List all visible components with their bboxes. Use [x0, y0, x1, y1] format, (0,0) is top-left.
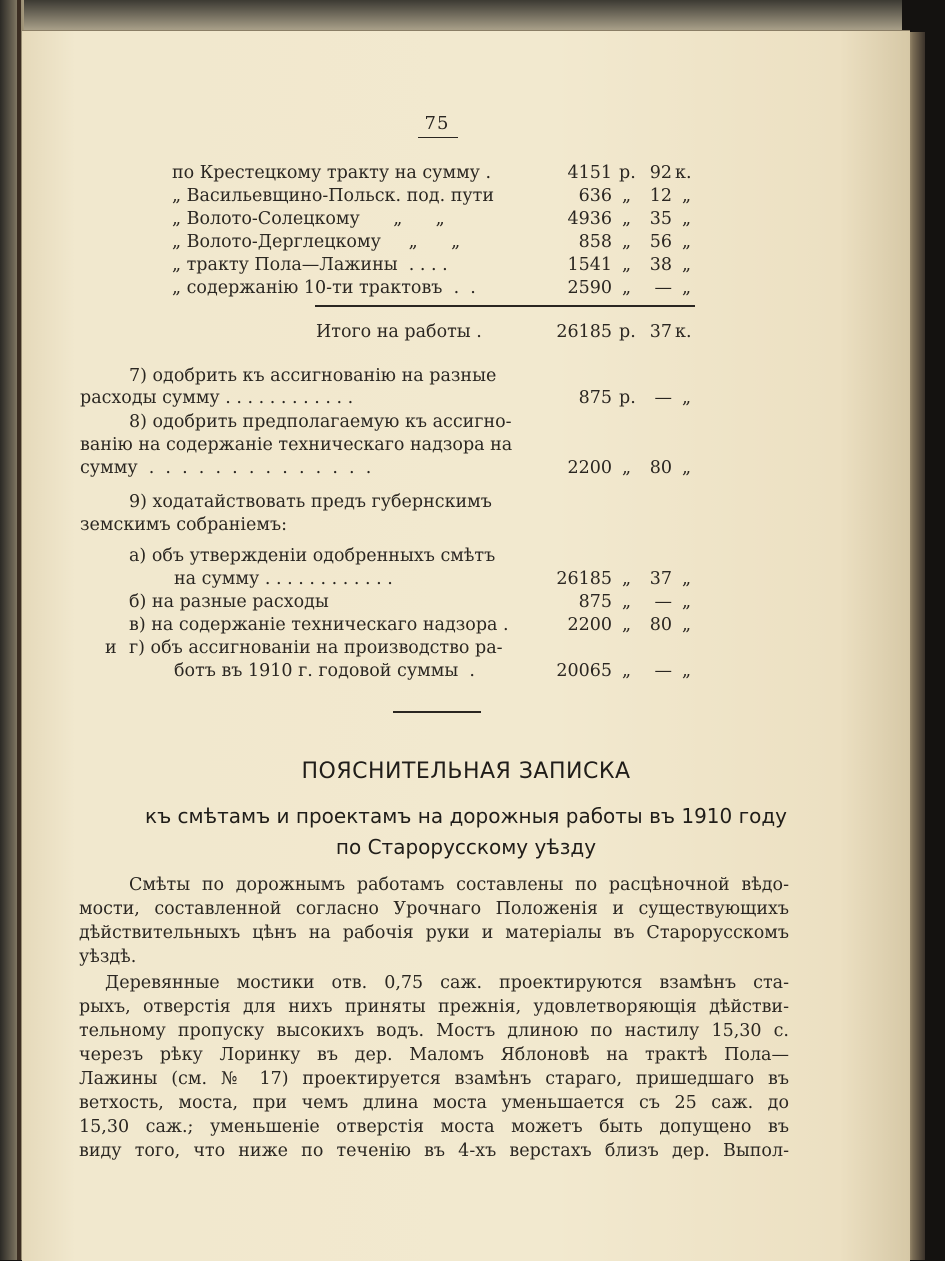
road-label: по Крестецкому тракту на сумму .	[172, 163, 492, 183]
item-8-kopecks: 80	[649, 458, 672, 478]
item-9-line-1: 9) ходатайствовать предъ губернскимъ	[129, 492, 492, 512]
road-unit: р.	[619, 163, 636, 183]
road-end: „	[682, 209, 692, 229]
book-page	[22, 30, 910, 1261]
sub-item-g-line-2: ботъ въ 1910 г. годовой суммы .	[174, 661, 475, 681]
road-amount: 1541	[567, 255, 612, 275]
road-unit: „	[622, 255, 632, 275]
item-7-amount: 875	[578, 388, 612, 408]
book-spine	[17, 0, 21, 1260]
body-line: тельному пропуску высокихъ водъ. Мостъ длиною по настилу 15,30 с.	[79, 1021, 789, 1041]
road-kopecks: 56	[649, 232, 672, 252]
road-label: „ Волото-Солецкому „ „	[172, 209, 445, 229]
road-kopecks: 35	[649, 209, 672, 229]
road-kopecks: 12	[649, 186, 672, 206]
scan-top-strip	[22, 0, 902, 30]
total-amount: 26185	[556, 322, 612, 342]
road-end: „	[682, 232, 692, 252]
sub-item-g-unit: „	[622, 661, 632, 681]
section-subtitle-line-2: по Старорусскому уѣзду	[335, 835, 597, 859]
road-kopecks: —	[654, 278, 672, 298]
body-line: мости, составленной согласно Урочнаго Положенія и существующихъ	[79, 899, 789, 919]
item-8-line-1: 8) одобрить предполагаемую къ ассигно-	[129, 412, 512, 432]
road-kopecks: 38	[649, 255, 672, 275]
item-8-unit: „	[622, 458, 632, 478]
total-end: к.	[675, 322, 692, 342]
total-rule	[315, 305, 695, 307]
sub-item-v-kopecks: 80	[649, 615, 672, 635]
road-end: „	[682, 255, 692, 275]
road-unit: „	[622, 186, 632, 206]
road-amount: 636	[578, 186, 612, 206]
road-kopecks: 92	[649, 163, 672, 183]
sub-item-g-prefix: и	[105, 638, 117, 658]
item-8-line-3: сумму . . . . . . . . . . . . . .	[80, 458, 372, 478]
item-7-unit: р.	[619, 388, 636, 408]
sub-item-b-end: „	[682, 592, 692, 612]
sub-item-b-amount: 875	[578, 592, 612, 612]
sub-item-g-kopecks: —	[654, 661, 672, 681]
sub-item-v-amount: 2200	[567, 615, 612, 635]
road-end: к.	[675, 163, 692, 183]
item-7-line-2: расходы сумму . . . . . . . . . . . .	[80, 388, 354, 408]
road-unit: „	[622, 278, 632, 298]
item-9-line-2: земскимъ собраніемъ:	[80, 515, 287, 535]
sub-item-g-end: „	[682, 661, 692, 681]
total-label: Итого на работы .	[316, 322, 482, 342]
body-line: 15,30 саж.; уменьшеніе отверстія моста можетъ быть допущено въ	[79, 1117, 789, 1137]
sub-item-g-line-1: г) объ ассигнованіи на производство ра-	[129, 638, 503, 658]
road-label: „ Волото-Дерглецкому „ „	[172, 232, 461, 252]
sub-item-g-amount: 20065	[556, 661, 612, 681]
total-kopecks: 37	[649, 322, 672, 342]
sub-item-a-amount: 26185	[556, 569, 612, 589]
section-subtitle-line-1: къ смѣтамъ и проектамъ на дорожныя работы въ 1910 году	[144, 804, 788, 828]
item-7-end: „	[682, 388, 692, 408]
page-number-underline	[418, 137, 458, 138]
section-separator	[393, 711, 481, 713]
sub-item-v-unit: „	[622, 615, 632, 635]
body-line: виду того, что ниже по теченію въ 4-хъ верстахъ близъ дер. Выпол-	[79, 1141, 789, 1161]
body-line: ветхость, моста, при чемъ длина моста уменьшается съ 25 саж. до	[79, 1093, 789, 1113]
page-content	[22, 31, 910, 1261]
sub-item-a-unit: „	[622, 569, 632, 589]
road-unit: „	[622, 232, 632, 252]
body-line: уѣздѣ.	[79, 947, 137, 967]
road-label: „ содержанію 10-ти трактовъ . .	[172, 278, 476, 298]
sub-item-b-unit: „	[622, 592, 632, 612]
body-line: черезъ рѣку Лоринку въ дер. Маломъ Яблоновѣ на трактѣ Пола—	[79, 1045, 789, 1065]
road-end: „	[682, 186, 692, 206]
page-number: 75	[424, 113, 450, 134]
road-label: „ Васильевщино-Польск. под. пути	[172, 186, 494, 206]
item-7-kopecks: —	[654, 388, 672, 408]
road-amount: 4151	[567, 163, 612, 183]
sub-item-v-end: „	[682, 615, 692, 635]
total-unit: р.	[619, 322, 636, 342]
sub-item-a-kopecks: 37	[649, 569, 672, 589]
body-line: рыхъ, отверстія для нихъ приняты прежнія, удовлетворяющія дѣйстви-	[79, 997, 789, 1017]
sub-item-b-kopecks: —	[654, 592, 672, 612]
item-8-amount: 2200	[567, 458, 612, 478]
body-line: Лажины (см. № 17) проектируется взамѣнъ стараго, пришедшаго въ	[79, 1069, 789, 1089]
road-amount: 858	[578, 232, 612, 252]
body-line: Смѣты по дорожнымъ работамъ составлены по расцѣночной вѣдо-	[129, 875, 789, 895]
road-amount: 4936	[567, 209, 612, 229]
sub-item-v-line: в) на содержаніе техническаго надзора .	[129, 615, 509, 635]
road-unit: „	[622, 209, 632, 229]
body-line: дѣйствительныхъ цѣнъ на рабочія руки и матеріалы въ Старорусскомъ	[79, 923, 789, 943]
item-8-end: „	[682, 458, 692, 478]
road-amount: 2590	[567, 278, 612, 298]
road-end: „	[682, 278, 692, 298]
item-8-line-2: ванію на содержаніе техническаго надзора на	[80, 435, 513, 455]
road-label: „ тракту Пола—Лажины . . . .	[172, 255, 448, 275]
section-title: ПОЯСНИТЕЛЬНАЯ ЗАПИСКА	[301, 759, 631, 784]
sub-item-a-line-1: а) объ утвержденіи одобренныхъ смѣтъ	[129, 546, 496, 566]
item-7-line-1: 7) одобрить къ ассигнованію на разные	[129, 366, 497, 386]
body-line: Деревянные мостики отв. 0,75 саж. проектируются взамѣнъ ста-	[105, 973, 789, 993]
sub-item-a-end: „	[682, 569, 692, 589]
sub-item-a-line-2: на сумму . . . . . . . . . . . .	[174, 569, 393, 589]
sub-item-b-line: б) на разные расходы	[129, 592, 329, 612]
